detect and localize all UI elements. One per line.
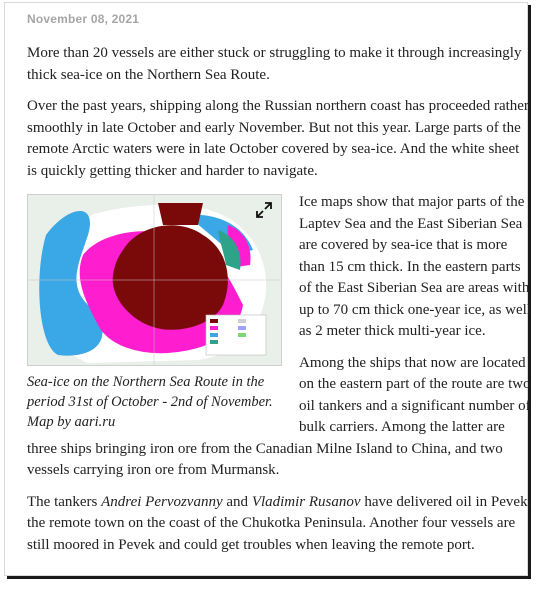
post-card [4,2,532,576]
post-date: November 08, 2021 [27,12,140,26]
paragraph-5-and: and [222,493,252,510]
paragraph-1: More than 20 vessels are either stuck or struggling to make it through increasingly thick sea-ice on the Northern Sea Route. [27,45,522,83]
paragraph-5-start: The tankers [27,493,102,510]
paragraph-4: Among the ships that now are located on the eastern part of the route are two oil tankers and a significant number of bulk carriers. Among the latter are three ships bringing iron ore from the Canadian Milne Island to China, and two vessels carrying iron ore from Murmansk. [27,354,531,478]
figure [27,194,289,432]
tanker-name-1: Andrei Pervozvanny [101,493,223,510]
sea-ice-map-image[interactable] [27,194,282,366]
sea-ice-map [28,195,281,365]
expand-icon[interactable] [255,201,273,219]
figure-caption: Sea-ice on the Northern Sea Route in the period 31st of October - 2nd of November. Map by aari.ru [27,374,273,430]
paragraph-5 [27,492,533,557]
paragraph-3: Ice maps show that major parts of the Laptev Sea and the East Siberian Sea are covered by sea-ice that is more than 15 cm thick. In the eastern parts of the East Siberian Sea are areas with up to 70 cm thick one-year ice, as well as 2 meter thick multi-year ice. [299,194,532,339]
paragraph-5-end: have delivered oil in Pevek, the remote town on the coast of the Chukotka Peninsula. Another four vessels are still moored in Pevek and could get troubles when leaving the remote port. [27,493,532,553]
post-body [27,43,533,566]
paragraph-2: Over the past years, shipping along the Russian northern coast has proceeded rather smoothly in late October and early November. But not this year. Large parts of the remote Arctic waters were in late October covered by sea-ice. And the white sheet is quickly getting thicker and harder to navigate. [27,98,529,179]
tanker-name-2: Vladimir Rusanov [251,493,361,510]
